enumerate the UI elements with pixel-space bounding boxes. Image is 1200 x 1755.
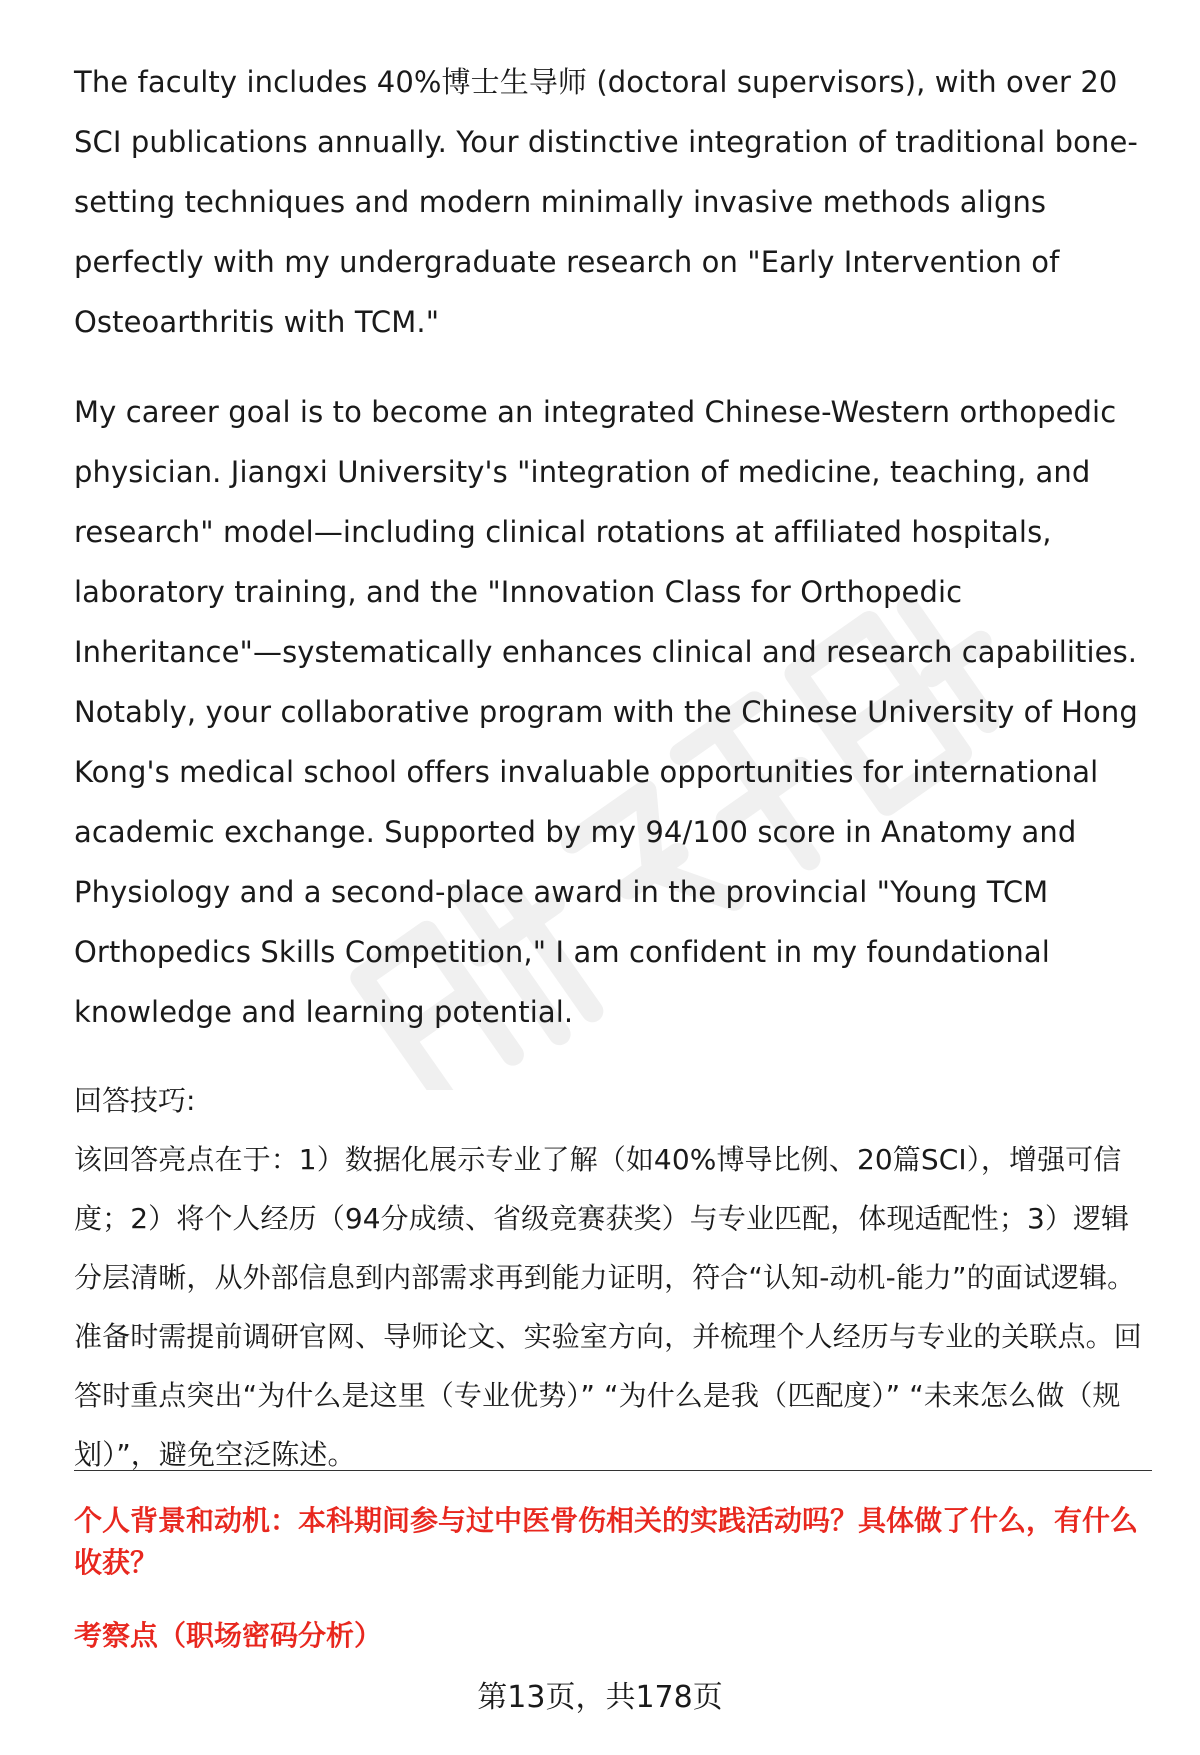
- tips-text: 该回答亮点在于：1）数据化展示专业了解（如40%博导比例、20篇SCI），增强可信度；2）将个人经历（94分成绩、省级竞赛获奖）与专业匹配，体现适配性；3）逻辑分层清晰，从外部信息到内部需求再到能力证明，符合“认知-动机-能力”的面试逻辑。准备时需提前调研官网、导师论文、实验室方向，并梳理个人经历与专业的关联点。回答时重点突出“为什么是这里（专业优势）” “为什么是我（匹配度）” “未来怎么做（规划）”，避免空泛陈述。: [74, 1143, 1142, 1471]
- page-number-footer: 第13页，共178页: [477, 1680, 723, 1715]
- paragraph-faculty: The faculty includes 40%博士生导师 (doctoral supervisors), with over 20 SCI publications annually. Your distinctive integration of traditional bone-setting techniques and modern minimally invasive methods aligns perfectly with my undergraduate research on "Early Intervention of Osteoarthritis with TCM.": [74, 65, 1138, 339]
- paragraph-career-goal: My career goal is to become an integrated Chinese-Western orthopedic physician. Jiangxi University's "integration of medicine, teaching, and research" model—including clinical rotations at affiliated hospitals, laboratory training, and the "Innovation Class for Orthopedic Inheritance"—systematically enhances clinical and research capabilities. Notably, your collaborative program with the Chinese University of Hong Kong's medical school offers invaluable opportunities for international academic exchange. Supported by my 94/100 score in Anatomy and Physiology and a second-place award in the provincial "Young TCM Orthopedics Skills Competition," I am confident in my foundational knowledge and learning potential.: [74, 395, 1138, 1029]
- question-heading: 个人背景和动机：本科期间参与过中医骨伤相关的实践活动吗？具体做了什么，有什么收获？: [74, 1504, 1139, 1579]
- main-content: [74, 52, 1152, 1484]
- analysis-section-label: 考察点（职场密码分析）: [74, 1619, 383, 1652]
- section-divider: [74, 1470, 1152, 1471]
- tips-label: 回答技巧:: [74, 1084, 196, 1117]
